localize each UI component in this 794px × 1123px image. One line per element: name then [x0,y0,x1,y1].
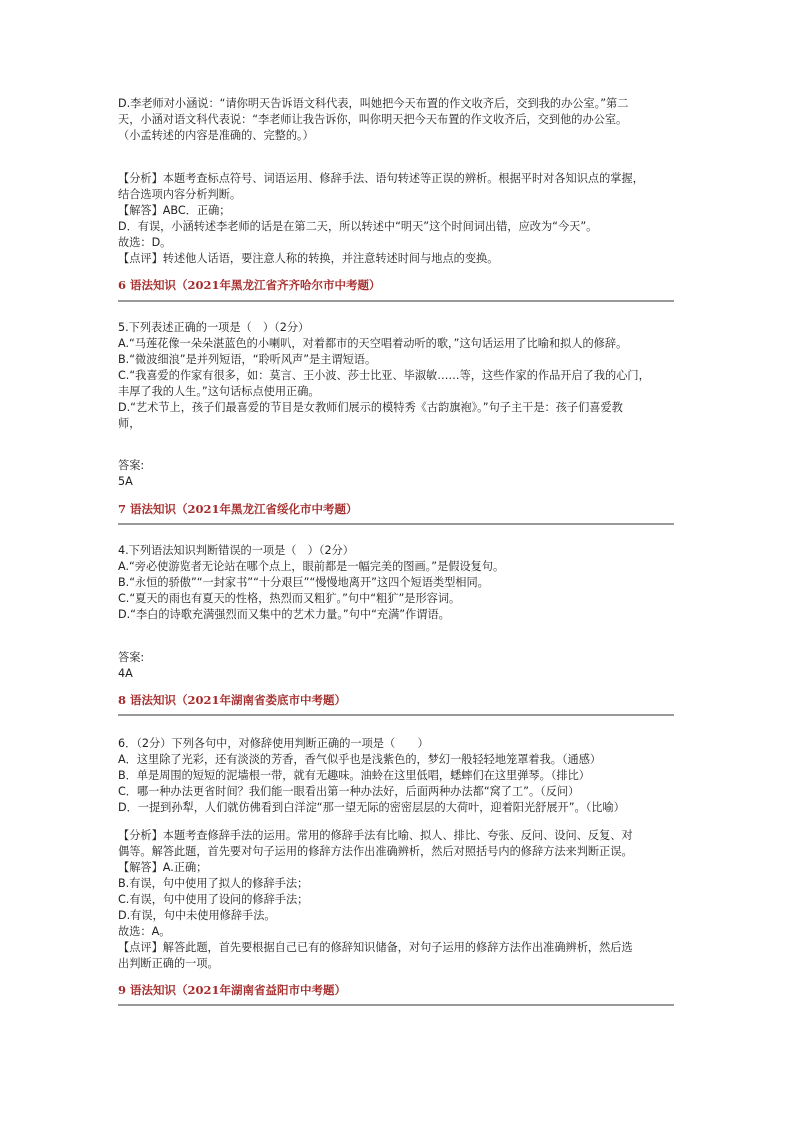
section-divider [118,300,674,302]
question-5 [118,320,678,432]
text-line: 出判断正确的一项。 [118,957,219,970]
text-line: B.有误，句中使用了拟人的修辞手法； [118,877,309,890]
section-title [118,277,381,293]
text-line: D.李老师对小涵说：“请你明天告诉语文科代表，叫她把今天布置的作文收齐后，交到我的办公室。”第二 [118,97,629,110]
option-b: B．单是周围的短短的泥墙根一带，就有无趣味。油蛉在这里低唱，蟋蟀们在这里弹琴。（排比） [118,769,590,782]
answer-label: 答案: [118,651,145,664]
text-line: 偶等。解答此题，首先要对句子运用的修辞方法作出准确辨析，然后对照括号内的修辞方法来判断正误。 [118,845,633,858]
question-stem: 4.下列语法知识判断错误的一项是（ ）（2分） [118,544,354,557]
option-b: B.“微波细浪”是并列短语，“聆听风声”是主谓短语。 [118,353,377,366]
option-c-cont: 丰厚了我的人生。”这句话标点使用正确。 [118,385,320,398]
section-title [118,982,346,998]
section-number: 7 [118,502,127,516]
section-title [118,692,346,708]
section-divider [118,714,674,716]
section-divider [118,523,674,525]
question-stem: 5.下列表述正确的一项是（ ）（2分） [118,321,310,334]
text-line: 【分析】本题考查修辞手法的运用。常用的修辞手法有比喻、拟人、排比、夸张、反问、设问、反复、对 [118,829,633,842]
option-c: C.“我喜爱的作家有很多，如：莫言、王小波、莎士比亚、毕淑敏……等，这些作家的作品开启了我的心门， [118,369,650,382]
answer-value: 4A [118,667,133,680]
text-line: 结合选项内容分析判断。 [118,188,242,201]
answer-value: 5A [118,475,133,488]
question-6 [118,736,678,816]
text-line: 【分析】本题考查标点符号、词语运用、修辞手法、语句转述等正误的辨析。根据平时对各知识点的掌握， [118,172,644,185]
section-number: 9 [118,983,127,997]
option-a: A.“旁必使游览者无论站在哪个点上，眼前都是一幅完美的图画。”是假设复句。 [118,560,505,573]
text-line: D．有误，小涵转述李老师的话是在第二天，所以转述中“明天”这个时间词出错，应改为“今天”。 [118,220,598,233]
text-line: D.有误，句中未使用修辞手法。 [118,909,276,922]
option-d-cont: 师， [118,417,141,430]
text-line: C.有误，句中使用了设问的修辞手法； [118,893,309,906]
answer-label: 答案: [118,459,145,472]
option-d: D.“艺术节上，孩子们最喜爱的节目是女教师们展示的模特秀《古韵旗袍》。”句子主干是：孩子们喜爱教 [118,401,623,414]
text-line: 故选：D。 [118,236,172,249]
section-heading: 语法知识（2021年黑龙江省齐齐哈尔市中考题） [130,278,381,292]
section-title [118,501,358,517]
section-heading: 语法知识（2021年湖南省益阳市中考题） [130,983,347,997]
analysis-block-1 [118,171,678,267]
text-line: 天，小涵对语文科代表说：“李老师让我告诉你，叫你明天把今天布置的作文收齐后，交到他的办公室。 [118,113,628,126]
section-heading: 语法知识（2021年黑龙江省绥化市中考题） [130,502,358,516]
text-line: 故选：A。 [118,925,171,938]
answer-5 [118,458,678,490]
option-d-text [118,96,678,144]
text-line: 【点评】解答此题，首先要根据自己已有的修辞知识储备，对句子运用的修辞方法作出准确辨析，然后选 [118,941,633,954]
text-line: 【解答】ABC．正确； [118,204,231,217]
option-d: D.“李白的诗歌充满强烈而又集中的艺术力量。”句中“充满”作谓语。 [118,608,450,621]
text-line: （小孟转述的内容是准确的、完整的。） [118,129,314,142]
option-c: C．哪一种办法更省时间？我们能一眼看出第一种办法好，后面两种办法都“窝了工”。（反问） [118,785,580,798]
section-number: 8 [118,693,127,707]
section-heading: 语法知识（2021年湖南省娄底市中考题） [130,693,347,707]
question-4 [118,543,678,623]
option-b: B.“永恒的骄傲”“一封家书”“十分艰巨”“慢慢地离开”这四个短语类型相同。 [118,576,489,589]
option-c: C.“夏天的雨也有夏天的性格，热烈而又粗犷。”句中“粗犷”是形容词。 [118,592,461,605]
option-d: D．一提到孙犁，人们就仿佛看到白洋淀“那一望无际的密密层层的大荷叶，迎着阳光舒展开”。（比喻） [118,801,625,814]
answer-4 [118,650,678,682]
text-line: 【解答】A.正确； [118,861,208,874]
text-line: 【点评】转述他人话语，要注意人称的转换，并注意转述时间与地点的变换。 [118,252,499,265]
section-number: 6 [118,278,127,292]
option-a: A.“马莲花像一朵朵湛蓝色的小喇叭，对着都市的天空唱着动听的歌，”这句话运用了比喻和拟人的修辞。 [118,337,628,350]
section-divider [118,1004,674,1006]
option-a: A．这里除了光彩，还有淡淡的芳香，香气似乎也是浅紫色的，梦幻一般轻轻地笼罩着我。（通感） [118,753,602,766]
question-stem: 6．（2分）下列各句中，对修辞使用判断正确的一项是（ ） [118,737,429,750]
analysis-block-2 [118,828,678,972]
